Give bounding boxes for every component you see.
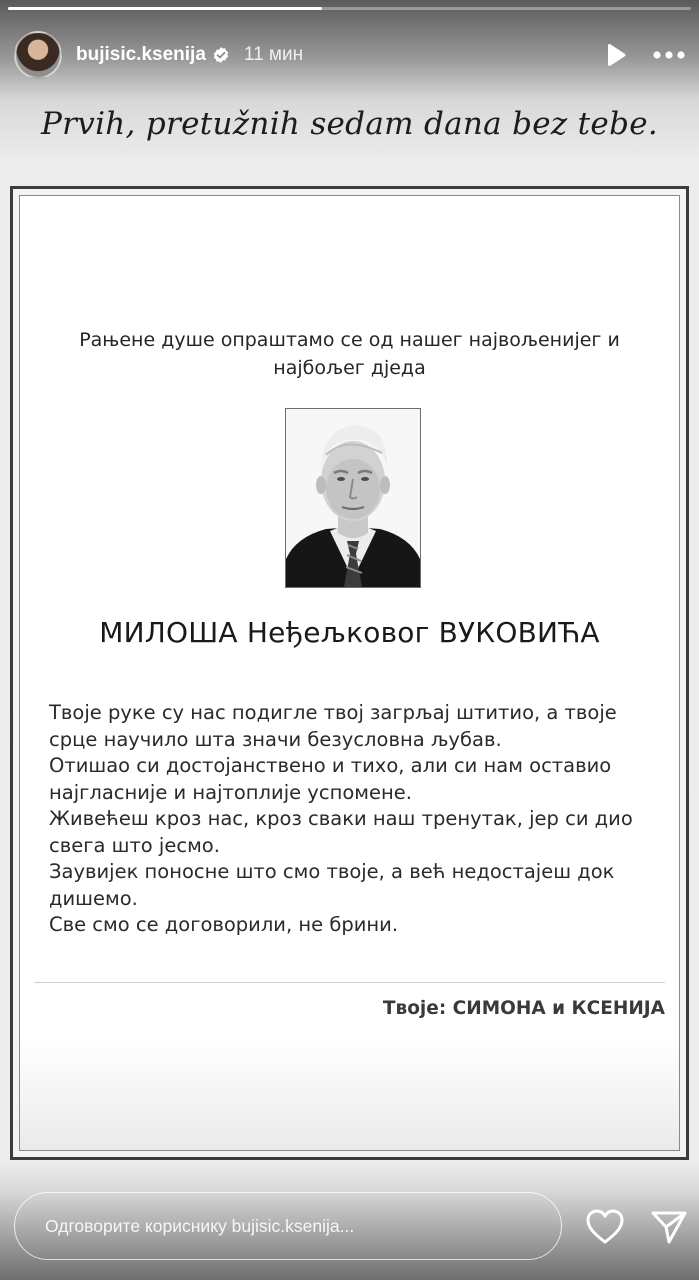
- avatar[interactable]: [14, 31, 62, 79]
- play-icon[interactable]: [605, 43, 627, 67]
- send-icon[interactable]: [650, 1208, 688, 1246]
- more-horizontal-icon[interactable]: [653, 51, 685, 59]
- obituary-card: [10, 186, 689, 1160]
- divider: [34, 982, 665, 983]
- portrait-image: [286, 409, 420, 587]
- story-progress-fill: [8, 7, 322, 10]
- obituary-card-inner: [19, 195, 680, 1151]
- heart-icon[interactable]: [585, 1208, 625, 1246]
- deceased-name: МИЛОША Нeђељковог ВУКОВИЋА: [99, 616, 600, 649]
- header-actions: [605, 43, 685, 67]
- portrait-photo: [285, 408, 421, 588]
- story-progress-bar: [8, 7, 691, 10]
- verified-badge-icon: [212, 46, 230, 64]
- obituary-message: Твоје руке су нас подигле твој загрљај штитио, а твоје срце научило шта значи безусловна љубав. Отишао си достојанствено и тихо, али си нам оставио најгласније и најтоплије успомене. Живећеш кроз нас, кроз сваки наш тренутак, јер си дио свега што јесмо. Заувијек поносне што смо твоје, а већ недостајеш док дишемо. Све смо се договорили, не брини.: [49, 701, 633, 936]
- card-bottom-shade: [20, 1040, 679, 1150]
- story-header: [14, 30, 685, 80]
- obituary-intro: Рањене душе опраштамо се од нашег највољенијег и најбољег дједа: [79, 329, 620, 379]
- username[interactable]: bujisic.ksenija: [76, 44, 206, 65]
- story-caption: Prvih, pretužnih sedam dana bez tebe.: [40, 106, 659, 142]
- reply-input[interactable]: [14, 1192, 562, 1260]
- obituary-signature: Твоје: СИМОНА и КСЕНИЈА: [382, 998, 665, 1019]
- story-timestamp: 11 мин: [243, 44, 304, 65]
